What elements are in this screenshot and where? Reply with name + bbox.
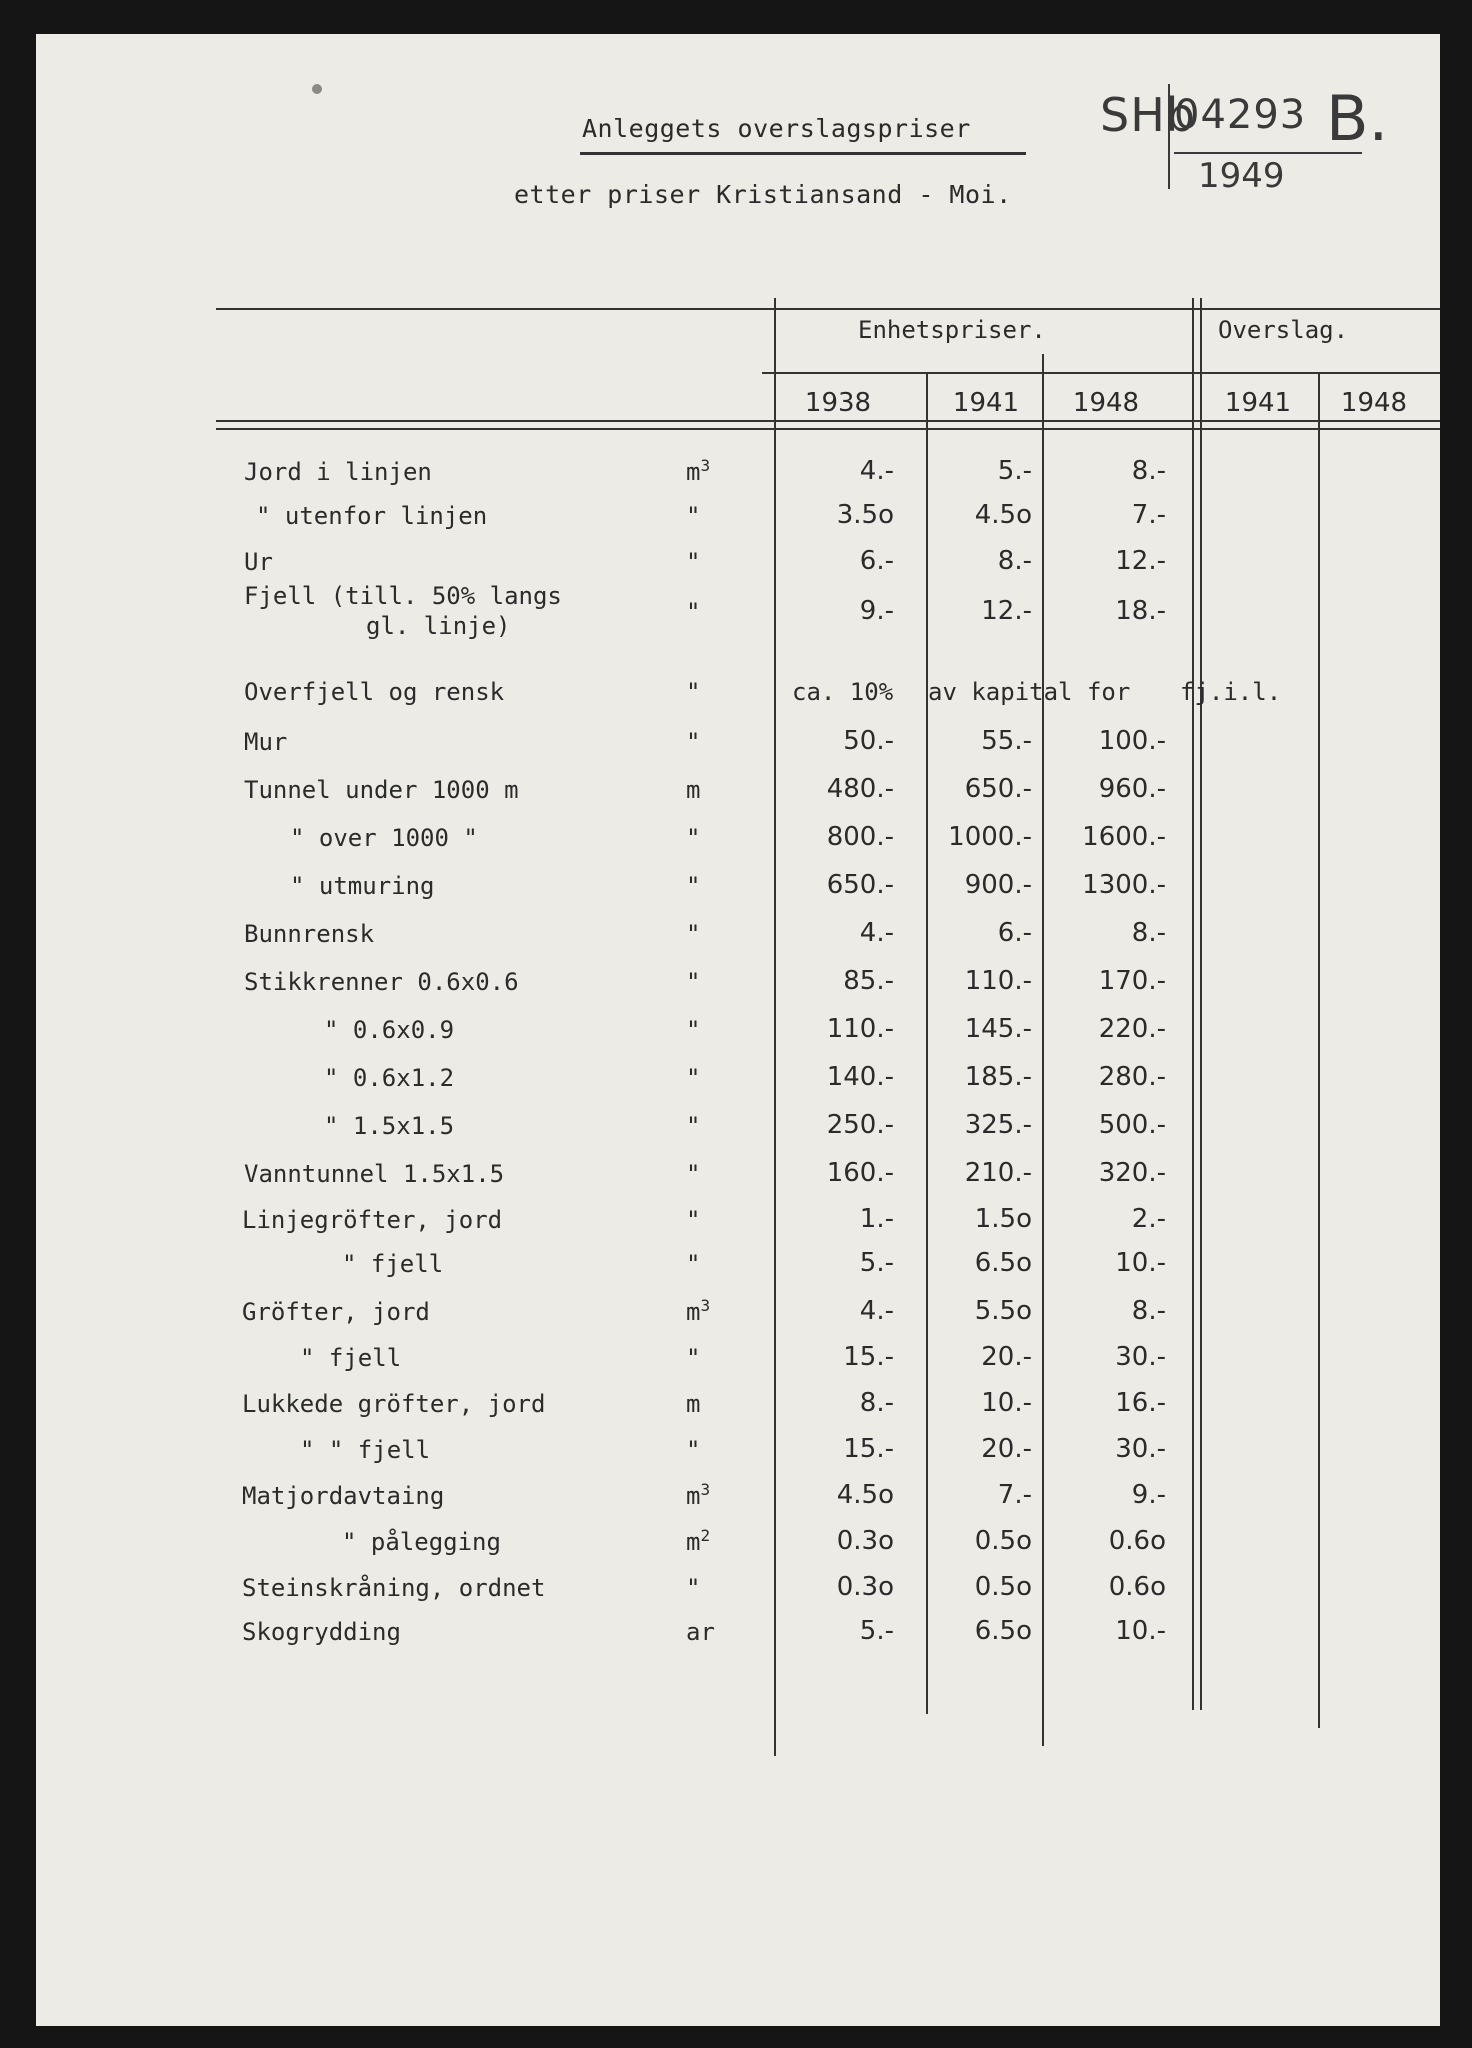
page-title: Anleggets overslagspriser	[582, 114, 971, 143]
estimate-year-1941: 1941	[1224, 388, 1292, 418]
row-label: Stikkrenner 0.6x0.6	[244, 968, 519, 996]
col-rule-estimate-2	[1200, 298, 1202, 1710]
price-1938: 50.-	[843, 726, 894, 756]
price-1941: 6.5o	[974, 1616, 1032, 1646]
price-1941: 20.-	[981, 1342, 1032, 1372]
price-1938: 650.-	[826, 870, 894, 900]
row-label: Linjegröfter, jord	[242, 1206, 503, 1234]
year-1948: 1948	[1072, 388, 1140, 418]
row-unit: "	[686, 1436, 701, 1464]
year-1941: 1941	[952, 388, 1020, 418]
price-1948: 1300.-	[1082, 870, 1166, 900]
row-label: Ur	[244, 548, 273, 576]
row-label: " utenfor linjen	[256, 502, 488, 530]
document-page	[36, 34, 1440, 2026]
row-label: Fjell (till. 50% langs	[244, 582, 562, 610]
row-unit: "	[686, 1206, 701, 1234]
row-unit: "	[686, 598, 701, 626]
title-underline	[580, 152, 1026, 155]
price-1948: 500.-	[1098, 1110, 1166, 1140]
price-1948: 0.6o	[1108, 1526, 1166, 1556]
row-unit: "	[686, 1160, 701, 1188]
price-1948: 2.-	[1131, 1204, 1166, 1234]
row-unit: "	[686, 1344, 701, 1372]
price-1938: 6.-	[859, 546, 894, 576]
col-rule-estimate-1948	[1318, 372, 1320, 1728]
price-1948: 30.-	[1115, 1434, 1166, 1464]
price-1948: 7.-	[1131, 500, 1166, 530]
price-1948: 10.-	[1115, 1616, 1166, 1646]
header-unit-prices: Enhetspriser.	[858, 316, 1046, 344]
price-1941: 1000.-	[948, 822, 1032, 852]
col-rule-estimate-1	[1192, 298, 1194, 1710]
price-1938: 8.-	[859, 1388, 894, 1418]
price-1941: 0.5o	[974, 1572, 1032, 1602]
col-rule-1948	[1042, 354, 1044, 1746]
price-1941: 12.-	[981, 596, 1032, 626]
price-1948: 960.-	[1098, 774, 1166, 804]
row-label: " 0.6x0.9	[324, 1016, 455, 1044]
row-label: Lukkede gröfter, jord	[242, 1390, 546, 1418]
price-1941: 7.-	[997, 1480, 1032, 1510]
price-1938: 0.3o	[836, 1526, 894, 1556]
price-1938: 15.-	[843, 1342, 894, 1372]
row-unit: "	[686, 678, 701, 706]
row-unit: "	[686, 1574, 701, 1602]
price-1948: 16.-	[1115, 1388, 1166, 1418]
row-unit: "	[686, 548, 701, 576]
price-1938: 480.-	[826, 774, 894, 804]
row-label: Overfjell og rensk	[244, 678, 505, 706]
row-label: " utmuring	[290, 872, 435, 900]
estimate-year-1948: 1948	[1340, 388, 1408, 418]
row-unit: $m^3$	[686, 1480, 711, 1510]
price-1938: 85.-	[843, 966, 894, 996]
row-label: " over 1000 "	[290, 824, 478, 852]
row-unit: m	[686, 1390, 701, 1418]
price-1938: 4.-	[859, 456, 894, 486]
price-1941: 325.-	[964, 1110, 1032, 1140]
price-1948: 9.-	[1131, 1480, 1166, 1510]
price-1938: 9.-	[859, 596, 894, 626]
note-part1: ca. 10%	[792, 678, 894, 706]
header-bottom-rule-1	[216, 420, 1440, 422]
row-label: " fjell	[300, 1344, 402, 1372]
row-unit: "	[686, 968, 701, 996]
row-unit: "	[686, 1016, 701, 1044]
col-rule-1938	[774, 298, 776, 1756]
price-1948: 280.-	[1098, 1062, 1166, 1092]
row-unit: "	[686, 920, 701, 948]
price-1938: 4.-	[859, 918, 894, 948]
row-unit: "	[686, 502, 701, 530]
row-label: Skogrydding	[242, 1618, 401, 1646]
stamp-suffix: B.	[1326, 82, 1389, 155]
note-part2: av kapital for	[928, 678, 1131, 706]
stamp-code: SHb	[1100, 88, 1196, 142]
price-1941: 4.5o	[974, 500, 1032, 530]
price-1938: 250.-	[826, 1110, 894, 1140]
price-1938: 3.5o	[836, 500, 894, 530]
row-label: Mur	[244, 728, 288, 756]
header-divider-rule	[762, 372, 1440, 374]
row-unit: "	[686, 1064, 701, 1092]
price-1948: 18.-	[1115, 596, 1166, 626]
price-1941: 20.-	[981, 1434, 1032, 1464]
price-1948: 170.-	[1098, 966, 1166, 996]
price-1938: 800.-	[826, 822, 894, 852]
archive-stamp	[1100, 76, 1389, 196]
row-unit: "	[686, 824, 701, 852]
punch-hole	[312, 84, 322, 94]
price-1938: 5.-	[859, 1248, 894, 1278]
row-label-continued: gl. linje)	[366, 612, 511, 640]
price-1948: 12.-	[1115, 546, 1166, 576]
row-label: Gröfter, jord	[242, 1298, 430, 1326]
price-1941: 110.-	[964, 966, 1032, 996]
price-1941: 650.-	[964, 774, 1032, 804]
header-bottom-rule-2	[216, 428, 1440, 430]
price-1941: 5.-	[997, 456, 1032, 486]
row-label: Bunnrensk	[244, 920, 375, 948]
row-unit: $m^3$	[686, 456, 711, 486]
year-1938: 1938	[804, 388, 872, 418]
price-1941: 8.-	[997, 546, 1032, 576]
price-1938: 15.-	[843, 1434, 894, 1464]
row-label: " 1.5x1.5	[324, 1112, 455, 1140]
price-1941: 145.-	[964, 1014, 1032, 1044]
price-1941: 6.-	[997, 918, 1032, 948]
col-rule-1941	[926, 372, 928, 1714]
stamp-year: 1949	[1198, 156, 1285, 196]
row-label: Tunnel under 1000 m	[244, 776, 519, 804]
price-1948: 8.-	[1131, 918, 1166, 948]
price-1948: 30.-	[1115, 1342, 1166, 1372]
row-label: Vanntunnel 1.5x1.5	[244, 1160, 505, 1188]
row-unit: $m^3$	[686, 1296, 711, 1326]
price-1938: 110.-	[826, 1014, 894, 1044]
price-1941: 900.-	[964, 870, 1032, 900]
price-1948: 8.-	[1131, 1296, 1166, 1326]
price-1948: 8.-	[1131, 456, 1166, 486]
price-1941: 210.-	[964, 1158, 1032, 1188]
price-1941: 6.5o	[974, 1248, 1032, 1278]
row-unit: $m^2$	[686, 1526, 711, 1556]
row-unit: ar	[686, 1618, 715, 1646]
price-1941: 185.-	[964, 1062, 1032, 1092]
price-1938: 1.-	[859, 1204, 894, 1234]
price-1941: 10.-	[981, 1388, 1032, 1418]
row-unit: "	[686, 1112, 701, 1140]
row-label: " " fjell	[300, 1436, 431, 1464]
price-1938: 5.-	[859, 1616, 894, 1646]
price-1938: 160.-	[826, 1158, 894, 1188]
price-1938: 140.-	[826, 1062, 894, 1092]
price-1948: 10.-	[1115, 1248, 1166, 1278]
row-unit: "	[686, 872, 701, 900]
price-1941: 1.5o	[974, 1204, 1032, 1234]
row-label: Steinskråning, ordnet	[242, 1574, 546, 1602]
price-1948: 320.-	[1098, 1158, 1166, 1188]
row-label: Matjordavtaing	[242, 1482, 445, 1510]
page-subtitle: etter priser Kristiansand - Moi.	[514, 180, 1012, 209]
price-1941: 0.5o	[974, 1526, 1032, 1556]
stamp-number: 04293	[1174, 92, 1307, 138]
row-label: Jord i linjen	[244, 458, 432, 486]
header-estimate: Overslag.	[1218, 316, 1349, 344]
price-1938: 0.3o	[836, 1572, 894, 1602]
price-1941: 5.5o	[974, 1296, 1032, 1326]
price-1938: 4.5o	[836, 1480, 894, 1510]
price-1948: 0.6o	[1108, 1572, 1166, 1602]
row-label: " 0.6x1.2	[324, 1064, 455, 1092]
row-label: " fjell	[342, 1250, 444, 1278]
price-1941: 55.-	[981, 726, 1032, 756]
price-1948: 100.-	[1098, 726, 1166, 756]
row-unit: m	[686, 776, 701, 804]
note-part3: fj.i.l.	[1180, 678, 1282, 706]
price-1938: 4.-	[859, 1296, 894, 1326]
row-label: " pålegging	[342, 1528, 501, 1556]
price-1948: 1600.-	[1082, 822, 1166, 852]
row-unit: "	[686, 728, 701, 756]
row-unit: "	[686, 1250, 701, 1278]
table-top-rule	[216, 308, 1440, 310]
price-1948: 220.-	[1098, 1014, 1166, 1044]
